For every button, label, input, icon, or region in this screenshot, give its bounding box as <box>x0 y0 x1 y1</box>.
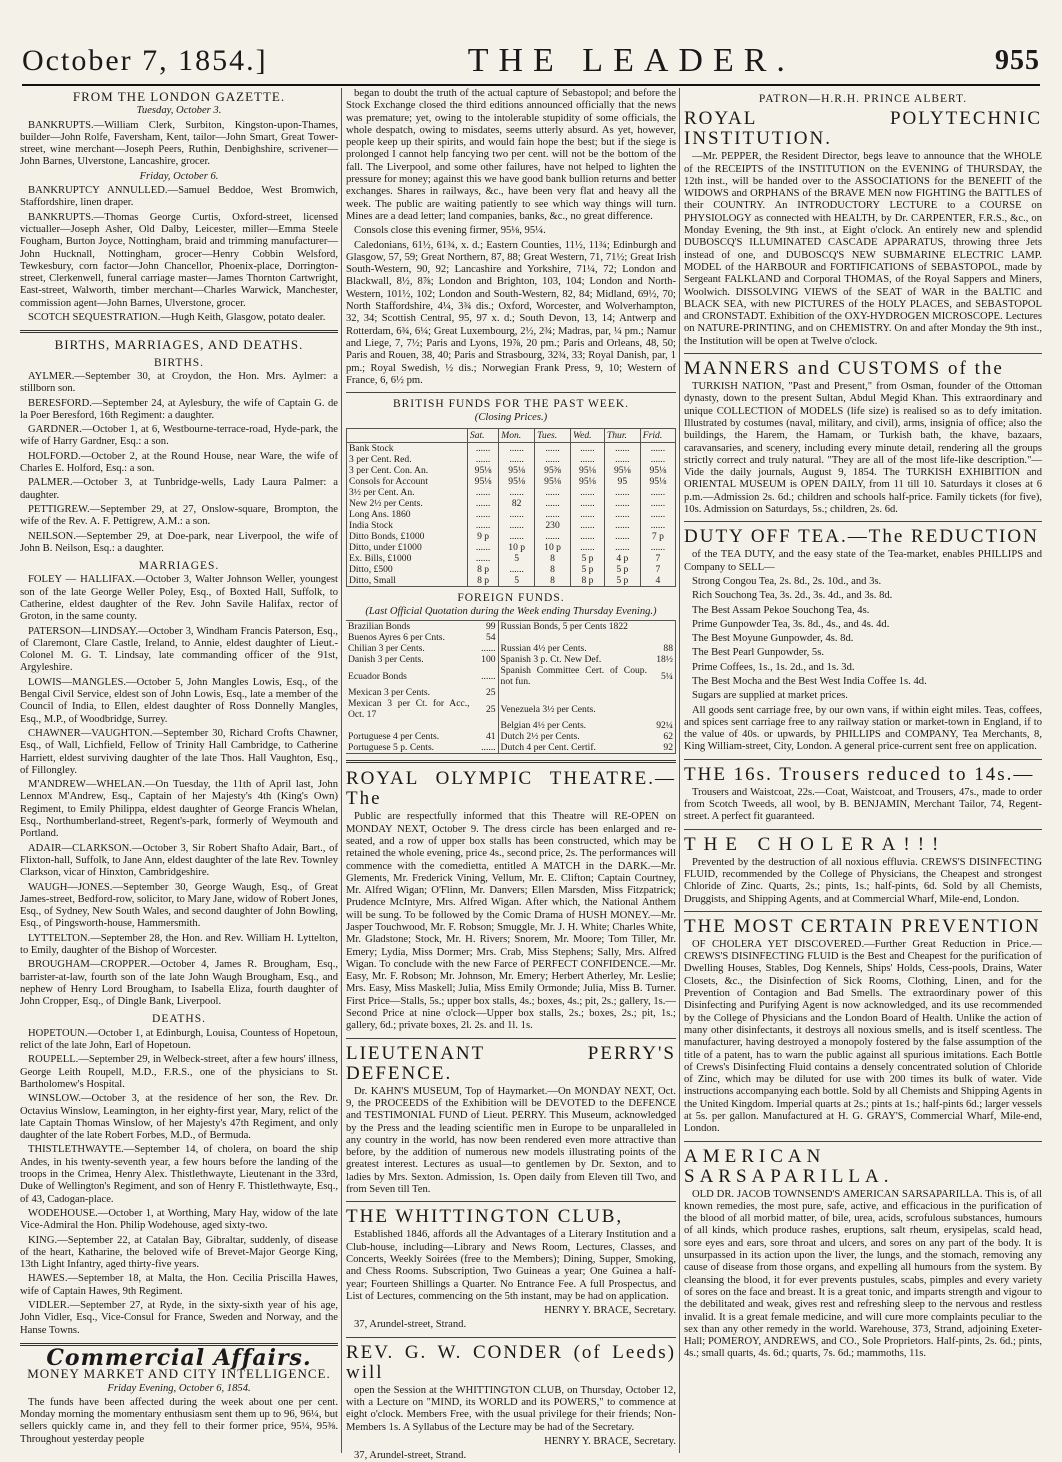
marriages-heading: MARRIAGES. <box>138 560 220 573</box>
table-cell: 4 <box>640 575 675 587</box>
ad-divider <box>684 353 1042 354</box>
table-cell: ...... <box>604 520 640 531</box>
birth-notice: BERESFORD.—September 24, at Aylesbury, the wife of Captain G. de la Poer Beresford, 16th Regiment: a daughter. <box>20 397 338 421</box>
perry-defence-text: Dr. KAHN'S MUSEUM, Top of Haymarket.—On MONDAY NEXT, Oct. 9, the PROCEEDS of the Exhibition will be DEVOTED to the DEFENCE and TESTIMONIAL FUND of Lieut. PERRY. This Museum, acknowledged by the Press and the leading scientific men in Europe to be unparalleled in any country in the world, has now been rendered even more attractive than before, by the addition of numerous new models illustrating points of the greatest interest. Lectures as usual—to gentlemen by Dr. Sexton, and to ladies by Mrs. Sexton. Admission, 1s. Open daily from Eleven till Two, and from Seven till Ten. <box>346 1085 676 1196</box>
tea-duty-text: of the TEA DUTY, and the easy state of the Tea-market, enables PHILLIPS and Company to SELL— <box>684 549 1042 573</box>
table-cell: ...... <box>571 487 605 498</box>
marriage-notice: BROUGHAM—CROPPER.—October 4, James R. Brougham, Esq., barrister-at-law, fourth son of the late John Waugh Brougham, Esq., and nephew of Henry Lord Brougham, to Isabella Eliza, fourth daughter of John Cropper, Esq., of Dingle Bank, Liverpool. <box>20 959 338 1008</box>
table-cell <box>649 621 676 633</box>
table-cell: 18½ <box>649 654 676 665</box>
table-cell: 5 p <box>571 553 605 564</box>
column-left <box>20 88 338 1453</box>
table-cell: 92 <box>649 742 676 754</box>
table-cell: Belgian 4½ per Cents. <box>500 720 587 732</box>
polytechnic-heading: ROYAL POLYTECHNIC INSTITUTION. <box>684 108 1042 150</box>
gazette-date-friday: Friday, October 6. <box>139 170 219 182</box>
table-cell: ...... <box>535 531 571 542</box>
table-cell: India Stock <box>347 520 468 531</box>
prevention-heading: THE MOST CERTAIN PREVENTION <box>684 915 1041 937</box>
table-cell: ...... <box>604 542 640 553</box>
british-funds-header-cell: Frid. <box>640 428 675 442</box>
foreign-funds-table <box>346 620 676 754</box>
table-cell: ...... <box>535 487 571 498</box>
table-cell: Brazilian Bonds <box>348 621 411 633</box>
table-cell <box>498 632 649 643</box>
table-row <box>347 476 676 487</box>
table-cell: ...... <box>571 498 605 509</box>
table-cell: Portuguese 5 p. Cents. <box>348 742 435 754</box>
table-cell: 9 p <box>467 531 498 542</box>
tea-price-item: The Best Assam Pekoe Souchong Tea, 4s. <box>692 604 870 616</box>
table-row <box>347 542 676 553</box>
table-cell <box>346 720 472 731</box>
manners-customs-text: TURKISH NATION, "Past and Present," from Osman, founder of the Ottoman dynasty, down to the present Sultan, Abdul Megid Khan. This extraordinary and unique COLLECTION of MODELS (life size) is realised so as to defy imitation. Illustrated by costumes (naval, military, and civil), arms, insignia of office; also the buildings, the Harem, the Hamam, or Turkish bath, the khave, bazaars, caravansaries, and scenery, including every minute detail, rendering all the groups strictly correct and truly natural. "They are all of the most life-like description."—Vide the daily journals, August 9, 1854. The TURKISH EXHIBITION and ORIENTAL MUSEUM is OPEN DAILY, from 11 till 10. Saturdays it closes at 6 p.m.—Admission 2s. 6d.; children and schools half-price. Family tickets (for five), 10s. Admission on Saturdays, 5s.; children, 2s. 6d. <box>684 381 1042 516</box>
table-cell: ...... <box>467 454 498 465</box>
table-cell: ...... <box>604 509 640 520</box>
table-cell <box>649 687 676 698</box>
british-funds-header-cell <box>347 428 468 442</box>
table-cell: ...... <box>472 742 499 754</box>
whittington-address: 37, Arundel-street, Strand. <box>354 1319 467 1331</box>
table-cell: 95 <box>604 476 640 487</box>
table-cell: ...... <box>604 454 640 465</box>
ad-divider <box>684 911 1042 912</box>
olympic-theatre-text: Public are respectfully informed that this Theatre will RE-OPEN on MONDAY NEXT, October 9. The dress circle has been enlarged and re-seated, and a row of upper box stalls has been constructed, which may be retained the whole evening, price 4s., second price, 2s. The performances will commence with the comedietta, entitled A MATCH in the DARK.—Mr. Glements, Mr. Frederick Vining, Vellum, Mr. E. Clifton; Captain Courtney, Mr. Alfred Wigan; O'Flinn, Mr. Danvers; Ellen Marsden, Miss Fitzpatrick; Prudence McIntyre, Mrs. Alfred Wigan. After which, the National Anthem will be sung. To be followed by the Comic Drama of HUSH MONEY.—Mr. Jasper Touchwood, Mr. F. Robson; Smuggle, Mr. J. H. White; Charles White, Mr. Gladstone; Stock, Mr. H. Rivers; Snorem, Mr. Moore; Tom Tiller, Mr. Emery; Lydia, Miss Dormer; Mrs. Crab, Miss Stephens; Sally, Mrs. Alfred Wigan. To conclude with the new Farce of PERFECT CONFIDENCE.—Mr. Easy, Mr. F. Robson; Mr. Johnson, Mr. Emery; Herbert Atherley, Mr. Leslie; Mrs. Easy, Miss Maskell; Julia, Miss Emily Ormonde; Julia, Miss B. Turner. First Price—Stalls, 5s.; upper box stalls, 4s.; boxes, 4s.; pit, 2s.; gallery, 1s.—Second Price at nine o'clock—Upper box stalls, 2s.; boxes, 2s.; pit, 1s.; gallery, 6d.; private boxes, 2l. 2s. and 1l. 1s. <box>346 811 676 1032</box>
table-cell: 3 per Cent. Con. An. <box>347 465 468 476</box>
table-row <box>346 632 676 643</box>
table-row <box>346 731 676 742</box>
sarsaparilla-text: OLD DR. JACOB TOWNSEND'S AMERICAN SARSAPARILLA. This is, of all known remedies, the most pure, safe, active, and efficacious in the purification of the blood of all morbid matter, of bile, urea, acids, scrofulous substances, humours of all kinds, which produce rashes, eruptions, salt rheum, erysipelas, scald head, sore eyes and ears, sore throat and ulcers, and sores on any part of the body. It is unsurpassed in its action upon the liver, the lungs, and the stomach, removing any cause of disease from those organs, and expelling all humours from the system. By cleansing the blood, it for ever prevents pustules, scabs, pimples and every variety of sores on the face and breast. It is a great tonic, and imparts strength and vigour to the debilitated and weak, gives rest and refreshing sleep to the nervous and restless invalid. It is a great female medicine, and will cure more complaints peculiar to the sex than any other remedy in the world. Warehouse, 373, Strand, adjoining Exeter-Hall; POMEROY, ANDREWS, and CO., Sole Proprietors. Half-pints, 2s. 6d.; pints, 4s.; small quarts, 4s. 6d.; quarts, 7s. 6d.; mammoths, 11s. <box>684 1188 1042 1360</box>
table-cell: ...... <box>467 509 498 520</box>
table-cell: 5 <box>499 553 535 564</box>
conder-lecture-text: open the Session at the WHITTINGTON CLUB, on Thursday, October 12, with a Lecture on "MIND, its WORLD and its POWERS," to commence at eight o'clock. Members Free, with the usual privilege for their friends; Non-Members 1s. A Syllabus of the Lecture may be had of the Secretary. <box>346 1384 676 1433</box>
masthead <box>22 38 1040 86</box>
marriage-notice: ADAIR—CLARKSON.—October 3, Sir Robert Shafto Adair, Bart., of Flixton-hall, Suffolk, to Jane Ann, eldest daughter of the late Rev. Townley Clarkson, vicar of Hinxton, Cambridgeshire. <box>20 842 338 879</box>
patron-line: PATRON—H.R.H. PRINCE ALBERT. <box>758 93 968 105</box>
table-cell: 230 <box>535 520 571 531</box>
table-cell: ...... <box>499 520 535 531</box>
death-notice: VIDLER.—September 27, at Ryde, in the sixty-sixth year of his age, John Vidler, Esq., Vice-Consul for France, Sweden and Norway, and the Hanse Towns. <box>20 1300 338 1336</box>
table-cell: Bank Stock <box>347 442 468 454</box>
british-funds-header-cell: Wed. <box>571 428 605 442</box>
birth-notice: AYLMER.—September 30, at Croydon, the Hon. Mrs. Aylmer: a stillborn son. <box>20 370 338 395</box>
foreign-funds-title: FOREIGN FUNDS. <box>457 591 565 604</box>
table-cell: 100 <box>472 654 499 665</box>
bankrupts-notice: BANKRUPTS.—Thomas George Curtis, Oxford-street, licensed victualler—Joseph Asher, Old Dalby, Leicester, miller—Emma Steele Fougham, Burton Joyce, Nottingham, braid and trimming manufacturer—John Hucknall, Nottingham, grocer—Henry Cobbin Welsford, Tewkesbury, corn factor—John Chancellor, Phoenix-place, Dorrington-street, Clerkenwell, funeral carriage master—James Thornton Cartwright, East-street, Walworth, timber merchant—Charles Warwick, Manchester, commission agent—John Barnes, Ulverstone, grocer. <box>20 211 338 309</box>
column-rule <box>341 88 342 1453</box>
table-cell: ...... <box>640 498 675 509</box>
page-number: 955 <box>995 45 1040 76</box>
table-row <box>347 564 676 575</box>
table-cell: 99 <box>472 621 499 633</box>
births-heading: BIRTHS. <box>153 356 205 369</box>
british-funds-title: BRITISH FUNDS FOR THE PAST WEEK. <box>392 398 630 411</box>
cholera-text: Prevented by the destruction of all noxious effluvia. CREWS'S DISINFECTING FLUID, recommended by the College of Physicians, the Cheapest and strongest Chloride of Zinc. Quarts, 2s.; pints, 1s.; half-pints, 6d. Sold by all Chemists, Druggists, and Shipping Agents, and at Commercial Wharf, Mile-end, London. <box>684 856 1042 905</box>
consols-close: Consols close this evening firmer, 95⅛, 95¼. <box>354 225 546 237</box>
table-cell: 10 p <box>535 542 571 553</box>
birth-notice: NEILSON.—September 29, at Doe-park, near Liverpool, the wife of John B. Neilson, Esq.: a daughter. <box>20 530 338 554</box>
table-cell: 82 <box>499 498 535 509</box>
tea-duty-text-2: All goods sent carriage free, by our own vans, if within eight miles. Teas, coffees, and spices sent carriage free to any railway station or market-town in England, if to the value of 40s. or upwards, by PHILLIPS and COMPANY, Tea Merchants, 8, King William-street, City, London. A general price-current sent free on application. <box>684 704 1042 753</box>
table-cell: ...... <box>535 442 571 454</box>
trousers-heading: THE 16s. Trousers reduced to 14s.— <box>684 763 1035 785</box>
table-cell: 95⅛ <box>535 476 571 487</box>
british-funds-header-cell: Thur. <box>604 428 640 442</box>
death-notice: WINSLOW.—October 3, at the residence of her son, the Rev. Dr. Octavius Winslow, Leamington, in her eighty-first year, Mary, relict of the late Captain Thomas Winslow, of her Majesty's 47th Regiment, and only daughter of the late Robert Forbes, M.D., of Bermuda. <box>20 1093 338 1142</box>
british-funds-table <box>346 428 676 587</box>
table-cell: Consols for Account <box>347 476 468 487</box>
section-divider <box>20 330 338 333</box>
table-cell: 95⅜ <box>535 465 571 476</box>
table-cell: 95⅛ <box>467 476 498 487</box>
tea-price-item: The Best Mocha and the Best West India Coffee 1s. 4d. <box>692 675 927 687</box>
table-row <box>346 720 676 731</box>
table-cell: 8 <box>535 553 571 564</box>
section-divider <box>346 760 676 763</box>
table-cell: 8 p <box>571 575 605 587</box>
table-cell: 95⅛ <box>499 465 535 476</box>
table-cell: Buenos Ayres 6 per Cnts. <box>348 632 445 644</box>
marriage-notice: LYTTELTON.—September 28, the Hon. and Rev. William H. Lyttelton, to Emily, daughter of the Bishop of Worcester. <box>20 932 338 956</box>
table-row <box>347 465 676 476</box>
table-cell: 92¼ <box>649 720 676 731</box>
ad-divider <box>346 1038 676 1039</box>
table-row <box>346 687 676 698</box>
table-cell: ...... <box>640 542 675 553</box>
money-market-date: Friday Evening, October 6, 1854. <box>107 1382 251 1394</box>
money-market-continued: began to doubt the truth of the actual capture of Sebastopol; and before the Stock Exchange closed the third editions announced officially that the news was premature; yet, owing to the intolerable stupidity of some officials, the whole despatch, owing to misdates, seems utterly absurd. As yet, however, people keep up their spirits, and would fain hope the best; but if the siege is prolonged I cannot help fancying two per cent. will not be the bottom of the fall. The Liverpool, and some other failures, have not helped to lighten the pressure for money; against this we have good bank bullion returns and better exchanges. Shares in railways, &c., have been very flat and heavy all the week. The public are waiting patiently to see which way things will turn. Mines are a dead letter; land companies, banks, &c., no great difference. <box>346 88 676 222</box>
tea-price-list <box>684 576 1042 703</box>
table-row <box>346 742 676 754</box>
table-cell: Ditto, under £1000 <box>347 542 468 553</box>
table-row <box>347 442 676 454</box>
table-row <box>346 654 676 665</box>
table-cell: ...... <box>571 454 605 465</box>
marriage-notice: WAUGH—JONES.—September 30, George Waugh, Esq., of Great James-street, Bedford-row, solicitor, to Mary Jane, widow of Robert Jones, Esq., of Sydney, New South Wales, and second daughter of John Bowling, Esq., of Pingsworth-house, Hammersmith. <box>20 881 338 930</box>
table-cell: 3 per Cent. Red. <box>347 454 468 465</box>
table-cell: ...... <box>499 509 535 520</box>
table-cell: ...... <box>535 498 571 509</box>
table-cell: 25 <box>472 698 499 720</box>
death-notice: WODEHOUSE.—October 1, at Worthing, Mary Hay, widow of the late Vice-Admiral the Hon. Philip Wodehouse, aged sixty-two. <box>20 1207 338 1232</box>
table-row <box>347 454 676 465</box>
issue-date: October 7, 1854.] <box>22 44 268 77</box>
tea-price-item: Strong Congou Tea, 2s. 8d., 2s. 10d., and 3s. <box>692 575 882 587</box>
table-cell: ...... <box>640 487 675 498</box>
table-cell: 5 p <box>604 575 640 587</box>
table-cell <box>472 720 499 731</box>
table-cell <box>649 698 676 720</box>
table-cell: Ditto, £500 <box>347 564 468 575</box>
section-divider <box>346 392 676 393</box>
ad-divider <box>346 1201 676 1202</box>
table-cell: 10 p <box>499 542 535 553</box>
marriage-notice: FOLEY — HALLIFAX.—October 3, Walter Johnson Weller, youngest son of the late George Weller Poley, Esq., of Boxted Hall, Suffolk, to Catherine, eldest daughter of the Rev. John Savile Halifax, rector of Groton, in the same county. <box>20 574 338 623</box>
table-cell: Ecuador Bonds <box>348 670 407 682</box>
table-cell: 7 p <box>640 531 675 542</box>
table-cell: ...... <box>571 531 605 542</box>
table-cell: Mexican 3 per Ct. for Acc., Oct. 17 <box>348 698 470 721</box>
table-cell: Spanish Committee Cert. of Coup. not fun. <box>500 665 647 688</box>
table-cell: ...... <box>467 542 498 553</box>
table-row <box>347 553 676 564</box>
share-prices: Caledonians, 61½, 61¾, x. d.; Eastern Counties, 11½, 11¾; Edinburgh and Glasgow, 57, 59; Great Northern, 87, 88; Great Western, 71, 71½; Great Irish South-Western, 90, 92; Lancashire and Yorkshire, 71¼, 72; London and Blackwall, 8½, 8⅞; London and Brighton, 103, 104; London and North-Western, 101½, 102; London and South-Western, 82, 84; Midland, 69½, 70; North Staffordshire, 4¼, 3¾ dis.; Oxford, Worcester, and Wolverhampton, 32, 34; Scottish Central, 95, 97 x. d.; South Devon, 13, 14; Antwerp and Rotterdam, 6¾, 6¼; Great Luxembourg, 2½, 2¾; Madras, par, ¼ pm.; Namur and Liege, 7, 7½; Paris and Lyons, 19⅞, 20 pm.; Paris and Orleans, 48, 50; Paris and Rouen, 38, 40; Paris and Strasbourg, 32¾, 33; Royal Danish, par, 1 pm.; Royal Swedish, ½ dis.; Norwegian Frank Press, 9, 10; Western of France, 6, 6½ pm. <box>346 239 676 386</box>
table-cell: ...... <box>499 442 535 454</box>
bmd-title: BIRTHS, MARRIAGES, AND DEATHS. <box>54 337 304 353</box>
ad-divider <box>684 829 1042 830</box>
table-cell: ...... <box>499 487 535 498</box>
table-cell: Ditto, Small <box>347 575 468 587</box>
table-row <box>346 621 676 633</box>
ad-divider <box>684 521 1042 522</box>
tea-price-item: Prime Gunpowder Tea, 3s. 8d., 4s., and 4s. 4d. <box>692 618 890 630</box>
table-cell: 95⅛ <box>467 465 498 476</box>
marriage-notice: LOWIS—MANGLES.—October 5, John Mangles Lowis, Esq., of the Bengal Civil Service, eldest son of John Lowis, Esq., late a member of the Council of India, to Ellen, eldest daughter of Ross Donnelly Mangles, Esq., M.P., of Woodbridge, Surrey. <box>20 676 338 725</box>
table-cell: ...... <box>467 442 498 454</box>
olympic-theatre-heading: ROYAL OLYMPIC THEATRE.—The <box>346 768 676 810</box>
table-cell: ...... <box>535 509 571 520</box>
birth-notice: HOLFORD.—October 2, at the Round House, near Ware, the wife of Charles E. Holford, Esq.: a son. <box>20 450 338 475</box>
whittington-club-heading: THE WHITTINGTON CLUB, <box>346 1206 624 1228</box>
table-row <box>346 643 676 654</box>
tea-price-item: Sugars are supplied at market prices. <box>692 690 848 702</box>
table-cell: Long Ans. 1860 <box>347 509 468 520</box>
table-cell: 4 p <box>604 553 640 564</box>
british-funds-header-cell: Mon. <box>499 428 535 442</box>
table-cell: Spanish 3 p. Ct. New Def. <box>500 654 602 666</box>
table-cell: Russian 4½ per Cents. <box>500 643 587 655</box>
table-cell: ...... <box>571 509 605 520</box>
bankruptcy-annulled-notice: BANKRUPTCY ANNULLED.—Samuel Beddoe, West Bromwich, Staffordshire, linen draper. <box>20 185 338 209</box>
cholera-heading: THE CHOLERA!!! <box>684 833 947 855</box>
table-cell: 88 <box>649 643 676 654</box>
gazette-date-tuesday: Tuesday, October 3. <box>136 105 222 117</box>
whittington-signature: HENRY Y. BRACE, Secretary. <box>544 1305 676 1317</box>
table-cell: ...... <box>499 454 535 465</box>
ad-divider <box>684 759 1042 760</box>
tea-price-item: Prime Coffees, 1s., 1s. 2d., and 1s. 3d. <box>692 661 855 673</box>
birth-notice: GARDNER.—October 1, at 6, Westbourne-terrace-road, Hyde-park, the wife of Harry Gardner, Esq.: a son. <box>20 424 338 448</box>
sarsaparilla-heading: AMERICAN SARSAPARILLA. <box>684 1145 894 1187</box>
marriages-list <box>20 574 338 1008</box>
perry-defence-heading: LIEUTENANT PERRY'S DEFENCE. <box>346 1042 676 1084</box>
ad-divider <box>684 1141 1042 1142</box>
table-cell: ...... <box>467 520 498 531</box>
money-market-text: The funds have been affected during the week about one per cent. Monday morning the momentary enthusiasm sent them up to 96, 96¼, but sellers quickly came in, and they fell to their former price, 95¼, 95⅜. Throughout yesterday people <box>20 1396 338 1445</box>
table-row <box>347 575 676 587</box>
table-cell: 41 <box>472 731 499 742</box>
table-cell: Venezuela 3½ per Cents. <box>500 703 596 715</box>
death-notice: THISTLETHWAYTE.—September 14, of cholera, on board the ship Andes, in his twenty-seventh year, a few hours before the landing of the troops in the Crimea, Henry Alex. Thistlethwayte, Lieutenant in the 33rd, Duke of Wellington's Regiment, and son of Henry F. Thistlethwayte, Esq., of 43, Cadogan-place. <box>20 1144 338 1205</box>
table-row <box>347 520 676 531</box>
british-funds-header-row <box>347 428 676 442</box>
table-row <box>347 531 676 542</box>
table-cell: 95⅛ <box>640 476 675 487</box>
manners-customs-heading: MANNERS and CUSTOMS of the <box>684 358 1004 380</box>
table-row <box>347 498 676 509</box>
newspaper-title: THE LEADER. <box>467 42 795 79</box>
tea-duty-heading: DUTY OFF TEA.—The REDUCTION <box>684 526 1039 548</box>
money-market-title: MONEY MARKET AND CITY INTELLIGENCE. <box>27 1366 331 1382</box>
column-right <box>684 88 1042 1453</box>
table-row <box>346 698 676 720</box>
british-funds-header-cell: Tues. <box>535 428 571 442</box>
british-funds-header-cell: Sat. <box>467 428 498 442</box>
marriage-notice: CHAWNER—VAUGHTON.—September 30, Richard Crofts Chawner, Esq., of Wall, Lichfield, Fellow of Trinity Hall Cambridge, to Catherine Harriett, eldest surviving daughter of the late Thos. Hall Vaughton, Esq., of Fillongley. <box>20 727 338 776</box>
table-cell: 5 <box>499 575 535 587</box>
death-notice: KING.—September 22, at Catalan Bay, Gibraltar, suddenly, of disease of the heart, Katharine, the beloved wife of Brevet-Major George King, 13th Light Infantry, aged thirty-five years. <box>20 1234 338 1271</box>
births-list <box>20 371 338 555</box>
table-cell: 7 <box>640 564 675 575</box>
table-cell: Ex. Bills, £1000 <box>347 553 468 564</box>
birth-notice: PETTIGREW.—September 29, at 27, Onslow-square, Brompton, the wife of the Rev. A. F. Pettigrew, A.M.: a son. <box>20 503 338 528</box>
table-cell: 95⅛ <box>571 476 605 487</box>
table-cell: ...... <box>640 520 675 531</box>
death-notice: ROUPELL.—September 29, in Welbeck-street, after a few hours' illness, George Leith Roupell, M.D., F.R.S., one of the physicians to St. Bartholomew's Hospital. <box>20 1054 338 1090</box>
column-middle <box>346 88 676 1462</box>
table-cell: 5 p <box>604 564 640 575</box>
table-cell: 8 p <box>467 575 498 587</box>
table-cell: Portuguese 4 per Cents. <box>348 731 440 743</box>
table-cell: 3½ per Cent. An. <box>347 487 468 498</box>
conder-address: 37, Arundel-street, Strand. <box>354 1450 467 1462</box>
deaths-heading: DEATHS. <box>152 1013 206 1026</box>
column-rule <box>679 88 680 1453</box>
whittington-club-text: Established 1846, affords all the Advantages of a Literary Institution and a Club-house, including—Library and News Room, Lectures, Classes, and Concerts, Weekly Soirées (free to the Members); Dining, Supper, Smoking, and Chess Rooms. Subscription, Two Guineas a year; One Guinea a half-year; Fourteen Shillings a Quarter. No Entrance Fee. A full Prospectus, and List of Lectures, commencing on the 5th instant, may be had on application. <box>346 1229 676 1302</box>
conder-lecture-heading: REV. G. W. CONDER (of Leeds) will <box>346 1341 676 1383</box>
table-row <box>347 487 676 498</box>
trousers-text: Trousers and Waistcoat, 22s.—Coat, Waistcoat, and Trousers, 47s., made to order from Scotch Tweeds, all wool, by B. BENJAMIN, Merchant Tailor, 74, Regent-street. A perfect fit guaranteed. <box>684 786 1042 823</box>
ad-divider <box>346 1337 676 1338</box>
table-cell: ...... <box>640 509 675 520</box>
tea-price-item: The Best Pearl Gunpowder, 5s. <box>692 647 824 659</box>
gazette-title: FROM THE LONDON GAZETTE. <box>72 89 286 104</box>
table-cell: ...... <box>467 498 498 509</box>
table-cell: 25 <box>472 687 499 698</box>
table-cell: Ditto Bonds, £1000 <box>347 531 468 542</box>
marriage-notice: PATERSON—LINDSAY.—October 3, Windham Francis Paterson, Esq., of Claremont, Clare Castle, Ireland, to Annie, eldest daughter of Lieut.-Colonel M. G. T. Lindsay, late commanding officer of the 91st, Argyleshire. <box>20 625 338 674</box>
table-cell: 95⅛ <box>640 465 675 476</box>
table-cell: ...... <box>604 487 640 498</box>
marriage-notice: M'ANDREW—WHELAN.—On Tuesday, the 11th of April last, John Lennox M'Andrew, Esq., Captain of her Majesty's 4th (King's Own) Regiment, to Emily Philippa, eldest daughter of George Francis Whelan, Esq., Northumberland-street, Regent's-park, formerly of Weymouth and Portland. <box>20 779 338 840</box>
table-cell: 95⅛ <box>499 476 535 487</box>
tea-price-item: The Best Moyune Gunpowder, 4s. 8d. <box>692 633 854 645</box>
table-cell: Russian Bonds, 5 per Cents 1822 <box>500 621 628 633</box>
table-cell: 8 p <box>467 564 498 575</box>
table-cell: ...... <box>640 442 675 454</box>
foreign-funds-subtitle: (Last Official Quotation during the Week ending Thursday Evening.) <box>365 606 657 618</box>
table-cell: 95⅛ <box>571 465 605 476</box>
table-cell: ...... <box>467 487 498 498</box>
table-cell <box>649 632 676 643</box>
table-cell: 7 <box>640 553 675 564</box>
table-cell: Danish 3 per Cents. <box>348 654 424 666</box>
table-cell: ...... <box>571 520 605 531</box>
table-cell: ...... <box>499 531 535 542</box>
death-notice: HOPETOUN.—October 1, at Edinburgh, Louisa, Countess of Hopetoun, relict of the late John, Earl of Hopetoun. <box>20 1027 338 1052</box>
table-cell: ...... <box>571 542 605 553</box>
table-cell: 54 <box>472 632 499 643</box>
conder-signature: HENRY Y. BRACE, Secretary. <box>544 1435 676 1447</box>
birth-notice: PALMER.—October 3, at Tunbridge-wells, Lady Laura Palmer: a daughter. <box>20 477 338 501</box>
table-cell: ...... <box>472 665 499 687</box>
table-cell: ...... <box>640 454 675 465</box>
table-cell: Dutch 2½ per Cents. <box>500 731 580 743</box>
table-cell: 5¼ <box>649 665 676 687</box>
table-cell: Dutch 4 per Cent. Certif. <box>500 742 596 754</box>
scotch-sequestration-notice: SCOTCH SEQUESTRATION.—Hugh Keith, Glasgow, potato dealer. <box>28 312 326 324</box>
table-cell: 95⅛ <box>604 465 640 476</box>
table-cell: 8 <box>535 575 571 587</box>
british-funds-subtitle: (Closing Prices.) <box>474 412 548 424</box>
table-row <box>346 665 676 687</box>
table-cell: ...... <box>571 442 605 454</box>
table-cell: ...... <box>467 553 498 564</box>
prevention-text: OF CHOLERA YET DISCOVERED.—Further Great Reduction in Price.—CREWS'S DISINFECTING FLUID is the Best and Cheapest for the purification of Dwelling Houses, Stables, Dog Kennels, Ships' Holds, Cess-pools, Drains, Water Closets, &c., the Disinfection of Sick Rooms, Clothing, Linen, and for the Prevention of Contagion and Bad Smells. The extraordinary power of this Disinfecting and Purifying Agent is now acknowledged, and its use recommended by the College of Physicians and the London Board of Health. Unlike the action of many other disinfectants, it destroys all noxious smells, and is itself scentless. The manufacturer, having destroyed a monopoly fostered by the false assumption of the title of a patent, has to warn the public against all spurious imitations. Each Bottle of Crews's Disinfecting Fluid contains a densely concentrated solution of Chloride of Zinc, which may be diluted for use with 200 times its bulk of water. Vide instructions accompanying each bottle. Sold by all Chemists and Shipping Agents in the United Kingdom. Imperial quarts at 2s.; pints at 1s.; half-pints 6d.; larger vessels at 5s. per gallon. Manufactured at H. G. GRAY'S, Commercial Wharf, Mile-end, London. <box>684 938 1042 1135</box>
table-cell: Chilian 3 per Cents. <box>348 643 425 655</box>
death-notice: HAWES.—September 18, at Malta, the Hon. Cecilia Priscilla Hawes, wife of Captain Hawes, 9th Regiment. <box>20 1273 338 1297</box>
table-cell: 62 <box>649 731 676 742</box>
table-cell: ...... <box>535 454 571 465</box>
table-cell: ...... <box>472 643 499 654</box>
table-cell: ...... <box>604 442 640 454</box>
bankrupts-notice: BANKRUPTS.—William Clerk, Surbiton, Kingston-upon-Thames, builder—John Rolfe, Faversham, Kent, tailor—John Smart, Great Tower-street, wine merchant—Joseph Peers, Ruthin, Denbighshire, scrivener—John Barnes, Ulverstone, Lancashire, grocer. <box>20 119 338 168</box>
tea-price-item: Rich Souchong Tea, 3s. 2d., 3s. 4d., and 3s. 8d. <box>692 590 893 602</box>
table-cell: 5 p <box>571 564 605 575</box>
table-cell: ...... <box>604 531 640 542</box>
table-cell <box>498 687 649 698</box>
table-cell: Mexican 3 per Cents. <box>348 687 431 699</box>
table-cell: 8 <box>535 564 571 575</box>
polytechnic-text: —Mr. PEPPER, the Resident Director, begs leave to announce that the WHOLE of the RECEIPTS of the INSTITUTION on the EVENING of THURSDAY, the 12th inst., will be handed over to the ASSOCIATIONS for the BENEFIT of the WIDOWS and ORPHANS of the BRAVE MEN now FIGHTING the BATTLES of their COUNTRY. An INTRODUCTORY LECTURE to a COURSE on PHYSIOLOGY as connected with HEALTH, by Dr. CARPENTER, F.R.S., &c., on Monday Evening, the 9th inst., at Eight o'clock. An entirely new and splendid DUBOSCQ'S ILLUMINATED CASCADE APPARATUS, throwing three Jets instead of one, and DUBOSCQ'S NEW SUBMARINE ELECTRIC LAMP. MODEL of the HARBOUR and FORTIFICATIONS of SEBASTOPOL, made by Sergeant FALKLAND and Corporal THOMAS, of the Royal Sappers and Miners, Woolwich. DISSOLVING VIEWS of the SEAT of WAR in the BALTIC and BLACK SEA, with new PICTURES of the HOLY PLACES, and SEBASTOPOL and CRONSTADT. Exhibition of the OXY-HYDROGEN MICROSCOPE. Lectures on NATURE-PRINTING, and on CHEMISTRY. On and after Monday the 9th inst., the Institution will be open at Twelve o'clock. <box>684 151 1042 347</box>
table-cell: ...... <box>604 498 640 509</box>
table-cell: New 2½ per Cents. <box>347 498 468 509</box>
table-row <box>347 509 676 520</box>
commercial-affairs-title: Commercial Affairs. <box>46 1344 312 1371</box>
table-cell: ...... <box>499 564 535 575</box>
deaths-list <box>20 1028 338 1337</box>
